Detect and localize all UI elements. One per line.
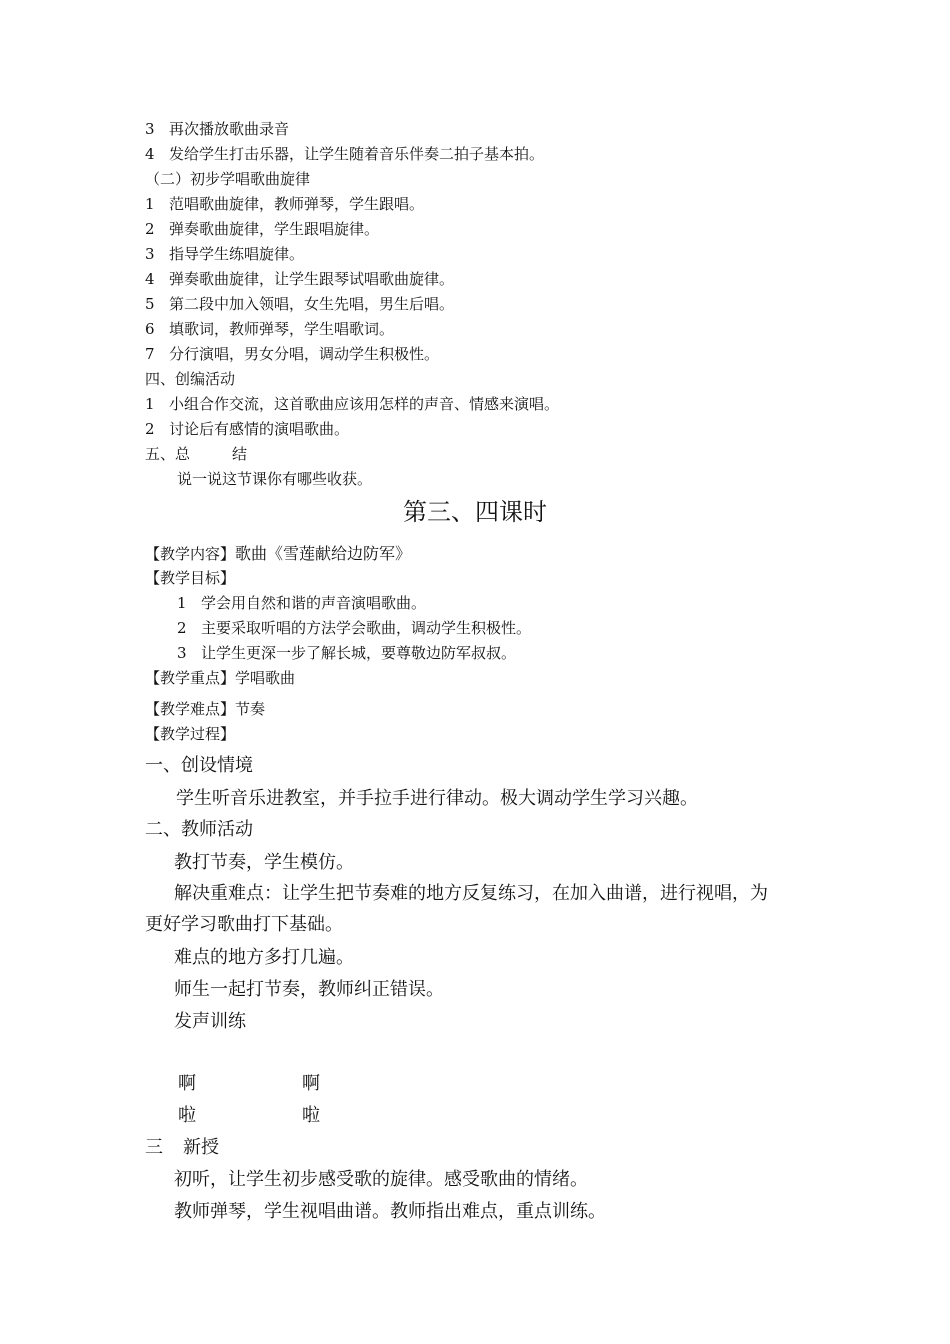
item-text: 弹奏歌曲旋律，让学生跟琴试唱歌曲旋律。: [169, 270, 455, 288]
sub-heading: （二）初步学唱歌曲旋律: [145, 170, 311, 188]
field-label: 【教学目标】: [145, 569, 236, 587]
paragraph: 教打节奏，学生模仿。: [174, 852, 354, 873]
section-heading: 一、创设情境: [145, 755, 253, 776]
list-item: [145, 418, 349, 439]
item-number: 2: [177, 619, 187, 637]
item-number: 6: [145, 320, 155, 338]
item-text: 指导学生练唱旋律。: [169, 245, 305, 263]
vocal-syllable: 啊: [178, 1073, 196, 1094]
item-text: 填歌词，教师弹琴，学生唱歌词。: [169, 320, 395, 338]
paragraph: 教师弹琴，学生视唱曲谱。教师指出难点，重点训练。: [174, 1201, 606, 1222]
item-number: 2: [145, 220, 155, 238]
list-item: [145, 143, 544, 164]
section-number: 三: [145, 1137, 163, 1158]
list-item: [145, 393, 559, 414]
section-heading: [145, 1133, 219, 1159]
paragraph: 师生一起打节奏，教师纠正错误。: [174, 979, 444, 1000]
section-heading: 四、创编活动: [145, 370, 236, 388]
item-text: 分行演唱，男女分唱，调动学生积极性。: [169, 345, 440, 363]
section-title: 新授: [183, 1137, 219, 1158]
item-text: 再次播放歌曲录音: [169, 120, 290, 138]
list-item: [145, 293, 454, 314]
page-title: 第三、四课时: [403, 498, 547, 526]
item-text: 弹奏歌曲旋律，学生跟唱旋律。: [169, 220, 380, 238]
content-line: [145, 667, 295, 688]
field-label: 【教学内容】: [145, 545, 236, 563]
list-item: [177, 592, 426, 613]
paragraph: 说一说这节课你有哪些收获。: [177, 470, 373, 488]
list-item: [145, 318, 394, 339]
item-number: 1: [177, 594, 187, 612]
paragraph: 初听，让学生初步感受歌的旋律。感受歌曲的情绪。: [174, 1169, 588, 1190]
field-label: 【教学重点】: [145, 669, 236, 687]
item-text: 小组合作交流，这首歌曲应该用怎样的声音、情感来演唱。: [169, 395, 560, 413]
list-item: [145, 118, 289, 139]
item-number: 4: [145, 145, 155, 163]
section-heading: [145, 443, 247, 464]
field-value: 歌曲《雪莲献给边防军》: [235, 544, 412, 563]
vocal-syllable: 啦: [302, 1105, 320, 1126]
item-text: 范唱歌曲旋律，教师弹琴，学生跟唱。: [169, 195, 425, 213]
list-item: [177, 642, 516, 663]
section-heading-part: 结: [232, 445, 248, 463]
item-number: 1: [145, 195, 155, 213]
item-text: 学会用自然和谐的声音演唱歌曲。: [201, 594, 427, 612]
item-number: 3: [145, 245, 155, 263]
paragraph: 更好学习歌曲打下基础。: [145, 914, 343, 935]
list-item: [145, 218, 379, 239]
field-label: 【教学难点】: [145, 700, 236, 718]
section-heading: 二、教师活动: [145, 819, 253, 840]
item-text: 让学生更深一步了解长城，要尊敬边防军叔叔。: [201, 644, 517, 662]
list-item: [145, 193, 424, 214]
item-text: 讨论后有感情的演唱歌曲。: [169, 420, 350, 438]
paragraph: 学生听音乐进教室，并手拉手进行律动。极大调动学生学习兴趣。: [176, 788, 698, 809]
list-item: [177, 617, 531, 638]
list-item: [145, 243, 304, 264]
content-line: [145, 698, 265, 719]
paragraph: 解决重难点：让学生把节奏难的地方反复练习，在加入曲谱，进行视唱，为: [174, 883, 768, 904]
paragraph: 发声训练: [174, 1011, 246, 1032]
section-heading-part: 五、总: [145, 445, 191, 463]
field-value: 学唱歌曲: [235, 669, 296, 687]
item-number: 3: [145, 120, 155, 138]
item-number: 2: [145, 420, 155, 438]
list-item: [145, 343, 439, 364]
item-number: 3: [177, 644, 187, 662]
item-number: 5: [145, 295, 155, 313]
item-number: 7: [145, 345, 155, 363]
item-text: 主要采取听唱的方法学会歌曲，调动学生积极性。: [201, 619, 532, 637]
item-number: 4: [145, 270, 155, 288]
vocal-syllable: 啦: [178, 1105, 196, 1126]
content-line: [145, 541, 411, 564]
field-value: 节奏: [235, 700, 266, 718]
field-label: 【教学过程】: [145, 725, 236, 743]
item-text: 第二段中加入领唱，女生先唱，男生后唱。: [169, 295, 455, 313]
list-item: [145, 268, 454, 289]
paragraph: 难点的地方多打几遍。: [174, 947, 354, 968]
item-text: 发给学生打击乐器，让学生随着音乐伴奏二拍子基本拍。: [169, 145, 545, 163]
vocal-syllable: 啊: [302, 1073, 320, 1094]
item-number: 1: [145, 395, 155, 413]
